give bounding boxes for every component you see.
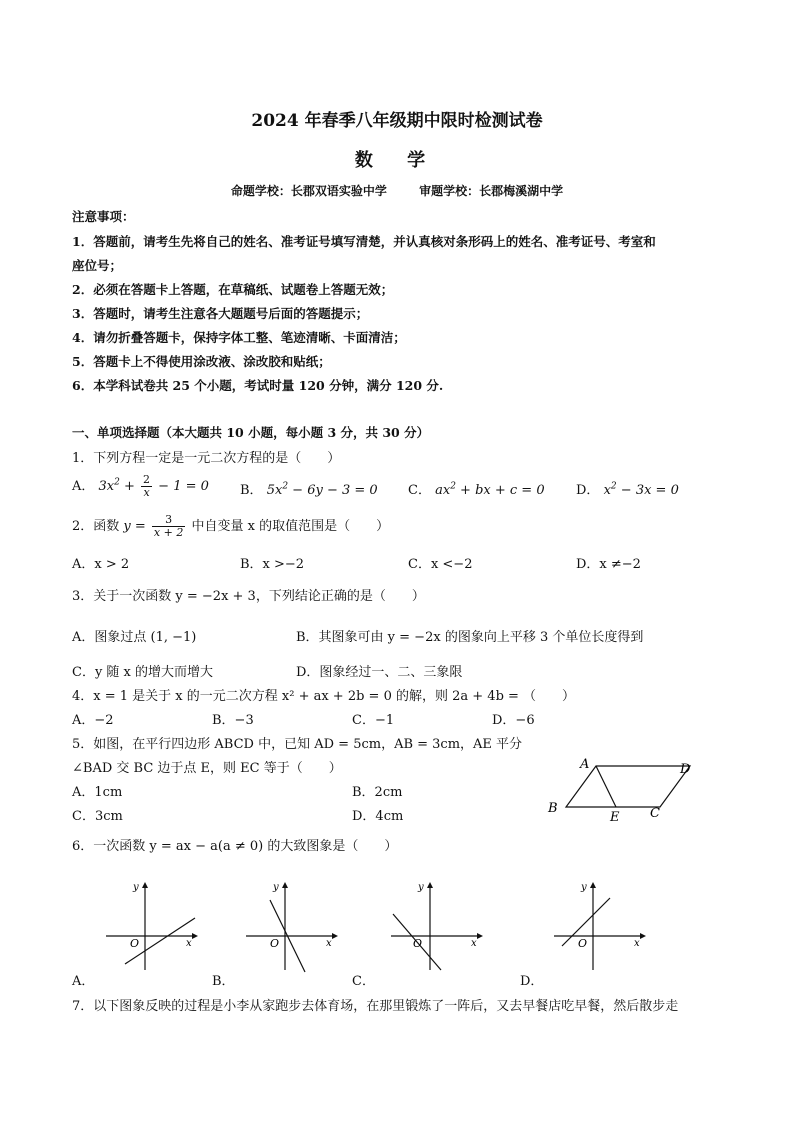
x-arrow	[640, 933, 646, 939]
q2-option-a: A．x > 2	[72, 557, 130, 572]
q7-stem: 7．以下图象反映的过程是小李从家跑步去体育场，在那里锻炼了一阵后，又去早餐店吃早餐，然后散步走	[72, 999, 679, 1014]
q1-option-a: A． $3x^2$ + $\frac{2}{x}$ − 1 = 0	[72, 473, 209, 499]
x-label: x	[326, 938, 332, 949]
y-label: y	[273, 882, 279, 893]
q5-option-a: A．1cm	[72, 785, 123, 800]
notice-item-1-cont: 座位号；	[72, 258, 123, 273]
q6-label-a: A．	[72, 974, 95, 989]
origin-label: O	[578, 937, 588, 950]
q1-stem: 1．下列方程一定是一元二次方程的是（ ）	[72, 451, 341, 466]
q2-option-b: B．x >−2	[240, 557, 305, 572]
notice-item-4: 4．请勿折叠答题卡，保持字体工整、笔迹清晰、卡面清洁；	[72, 330, 406, 345]
x-arrow	[332, 933, 338, 939]
q1-b-label: B．	[240, 483, 263, 498]
parallelogram-abcd	[566, 766, 690, 807]
reviewer-school: 审题学校：长郡梅溪湖中学	[419, 184, 564, 198]
q3-option-b: B．其图象可由 y = −2x 的图象向上平移 3 个单位长度得到	[296, 630, 644, 645]
q6-graph-c	[385, 880, 485, 975]
notice-heading: 注意事项：	[72, 209, 135, 224]
origin-label: O	[270, 937, 280, 950]
section-one-title: 一、单项选择题（本大题共 10 小题，每小题 3 分，共 30 分）	[72, 425, 430, 440]
q6-graph-a	[100, 880, 200, 975]
proposer-school: 命题学校：长郡双语实验中学	[230, 184, 387, 198]
q6-label-b: B．	[212, 974, 235, 989]
x-label: x	[186, 938, 192, 949]
x-label: x	[634, 938, 640, 949]
label-b: B	[548, 801, 558, 816]
label-a: A	[580, 757, 590, 772]
y-arrow	[590, 882, 596, 888]
label-c: C	[650, 806, 660, 821]
q1-option-b: B． $5x^2 - 6y - 3 = 0$	[240, 481, 378, 498]
q5-option-c: C．3cm	[72, 809, 123, 824]
q4-option-b: B．−3	[212, 713, 254, 728]
y-label: y	[133, 882, 139, 893]
q6-label-c: C．	[352, 974, 375, 989]
label-d: D	[680, 762, 691, 777]
y-arrow	[427, 882, 433, 888]
x-label: x	[471, 938, 477, 949]
subject-title: 数 学	[354, 150, 440, 171]
q1-option-c: C． $ax^2$ + bx + c = 0	[408, 481, 545, 498]
label-e: E	[610, 810, 620, 825]
q4-option-a: A．−2	[72, 713, 114, 728]
q1-option-d: D． $x^2 - 3x = 0$	[576, 481, 679, 498]
x-arrow	[192, 933, 198, 939]
y-label: y	[418, 882, 424, 893]
q4-option-c: C．−1	[352, 713, 395, 728]
q3-option-c: C．y 随 x 的增大而增大	[72, 665, 214, 680]
parallelogram-figure	[540, 755, 710, 825]
q4-stem: 4．x = 1 是关于 x 的一元二次方程 x² + ax + 2b = 0 的解，则 2a + 4b = （ ）	[72, 689, 576, 704]
exam-title: 2024 年春季八年级期中限时检测试卷	[251, 111, 543, 131]
school-info	[0, 182, 794, 199]
segment-ae	[596, 766, 616, 807]
q1-a-label: A．	[72, 479, 95, 494]
x-arrow	[477, 933, 483, 939]
q6-graph-b	[240, 880, 340, 975]
origin-label: O	[130, 937, 140, 950]
q5-option-b: B．2cm	[352, 785, 403, 800]
y-arrow	[142, 882, 148, 888]
q1-d-label: D．	[576, 483, 600, 498]
notice-item-3: 3．答题时，请考生注意各大题题号后面的答题提示；	[72, 306, 369, 321]
q5-stem-line2: ∠BAD 交 BC 边于点 E，则 EC 等于（ ）	[72, 761, 342, 776]
y-label: y	[581, 882, 587, 893]
q3-option-d: D．图象经过一、二、三象限	[296, 665, 463, 680]
q1-c-label: C．	[408, 483, 431, 498]
q2-option-d: D．x ≠−2	[576, 557, 641, 572]
q2-option-c: C．x <−2	[408, 557, 473, 572]
origin-label: O	[413, 937, 423, 950]
q4-option-d: D．−6	[492, 713, 535, 728]
notice-item-5: 5．答题卡上不得使用涂改液、涂改胶和贴纸；	[72, 354, 331, 369]
q3-option-a: A．图象过点 (1, −1)	[72, 630, 197, 645]
y-arrow	[282, 882, 288, 888]
notice-item-2: 2．必须在答题卡上答题，在草稿纸、试题卷上答题无效；	[72, 282, 394, 297]
q6-stem: 6．一次函数 y = ax − a(a ≠ 0) 的大致图象是（ ）	[72, 839, 398, 854]
q6-label-d: D．	[520, 974, 544, 989]
q5-stem-line1: 5．如图，在平行四边形 ABCD 中，已知 AD = 5cm，AB = 3cm，AE 平分	[72, 737, 523, 752]
q5-option-d: D．4cm	[352, 809, 404, 824]
q2-stem: 2．函数 y = $\frac{3}{x + 2}$ 中自变量 x 的取值范围是（ ）	[72, 513, 390, 539]
notice-item-1: 1．答题前，请考生先将自己的姓名、准考证号填写清楚，并认真核对条形码上的姓名、准考证号、考室和	[72, 234, 656, 249]
notice-item-6: 6．本学科试卷共 25 个小题，考试时量 120 分钟，满分 120 分.	[72, 378, 444, 393]
q6-graph-d	[548, 880, 648, 975]
q3-stem: 3．关于一次函数 y = −2x + 3，下列结论正确的是（ ）	[72, 589, 425, 604]
